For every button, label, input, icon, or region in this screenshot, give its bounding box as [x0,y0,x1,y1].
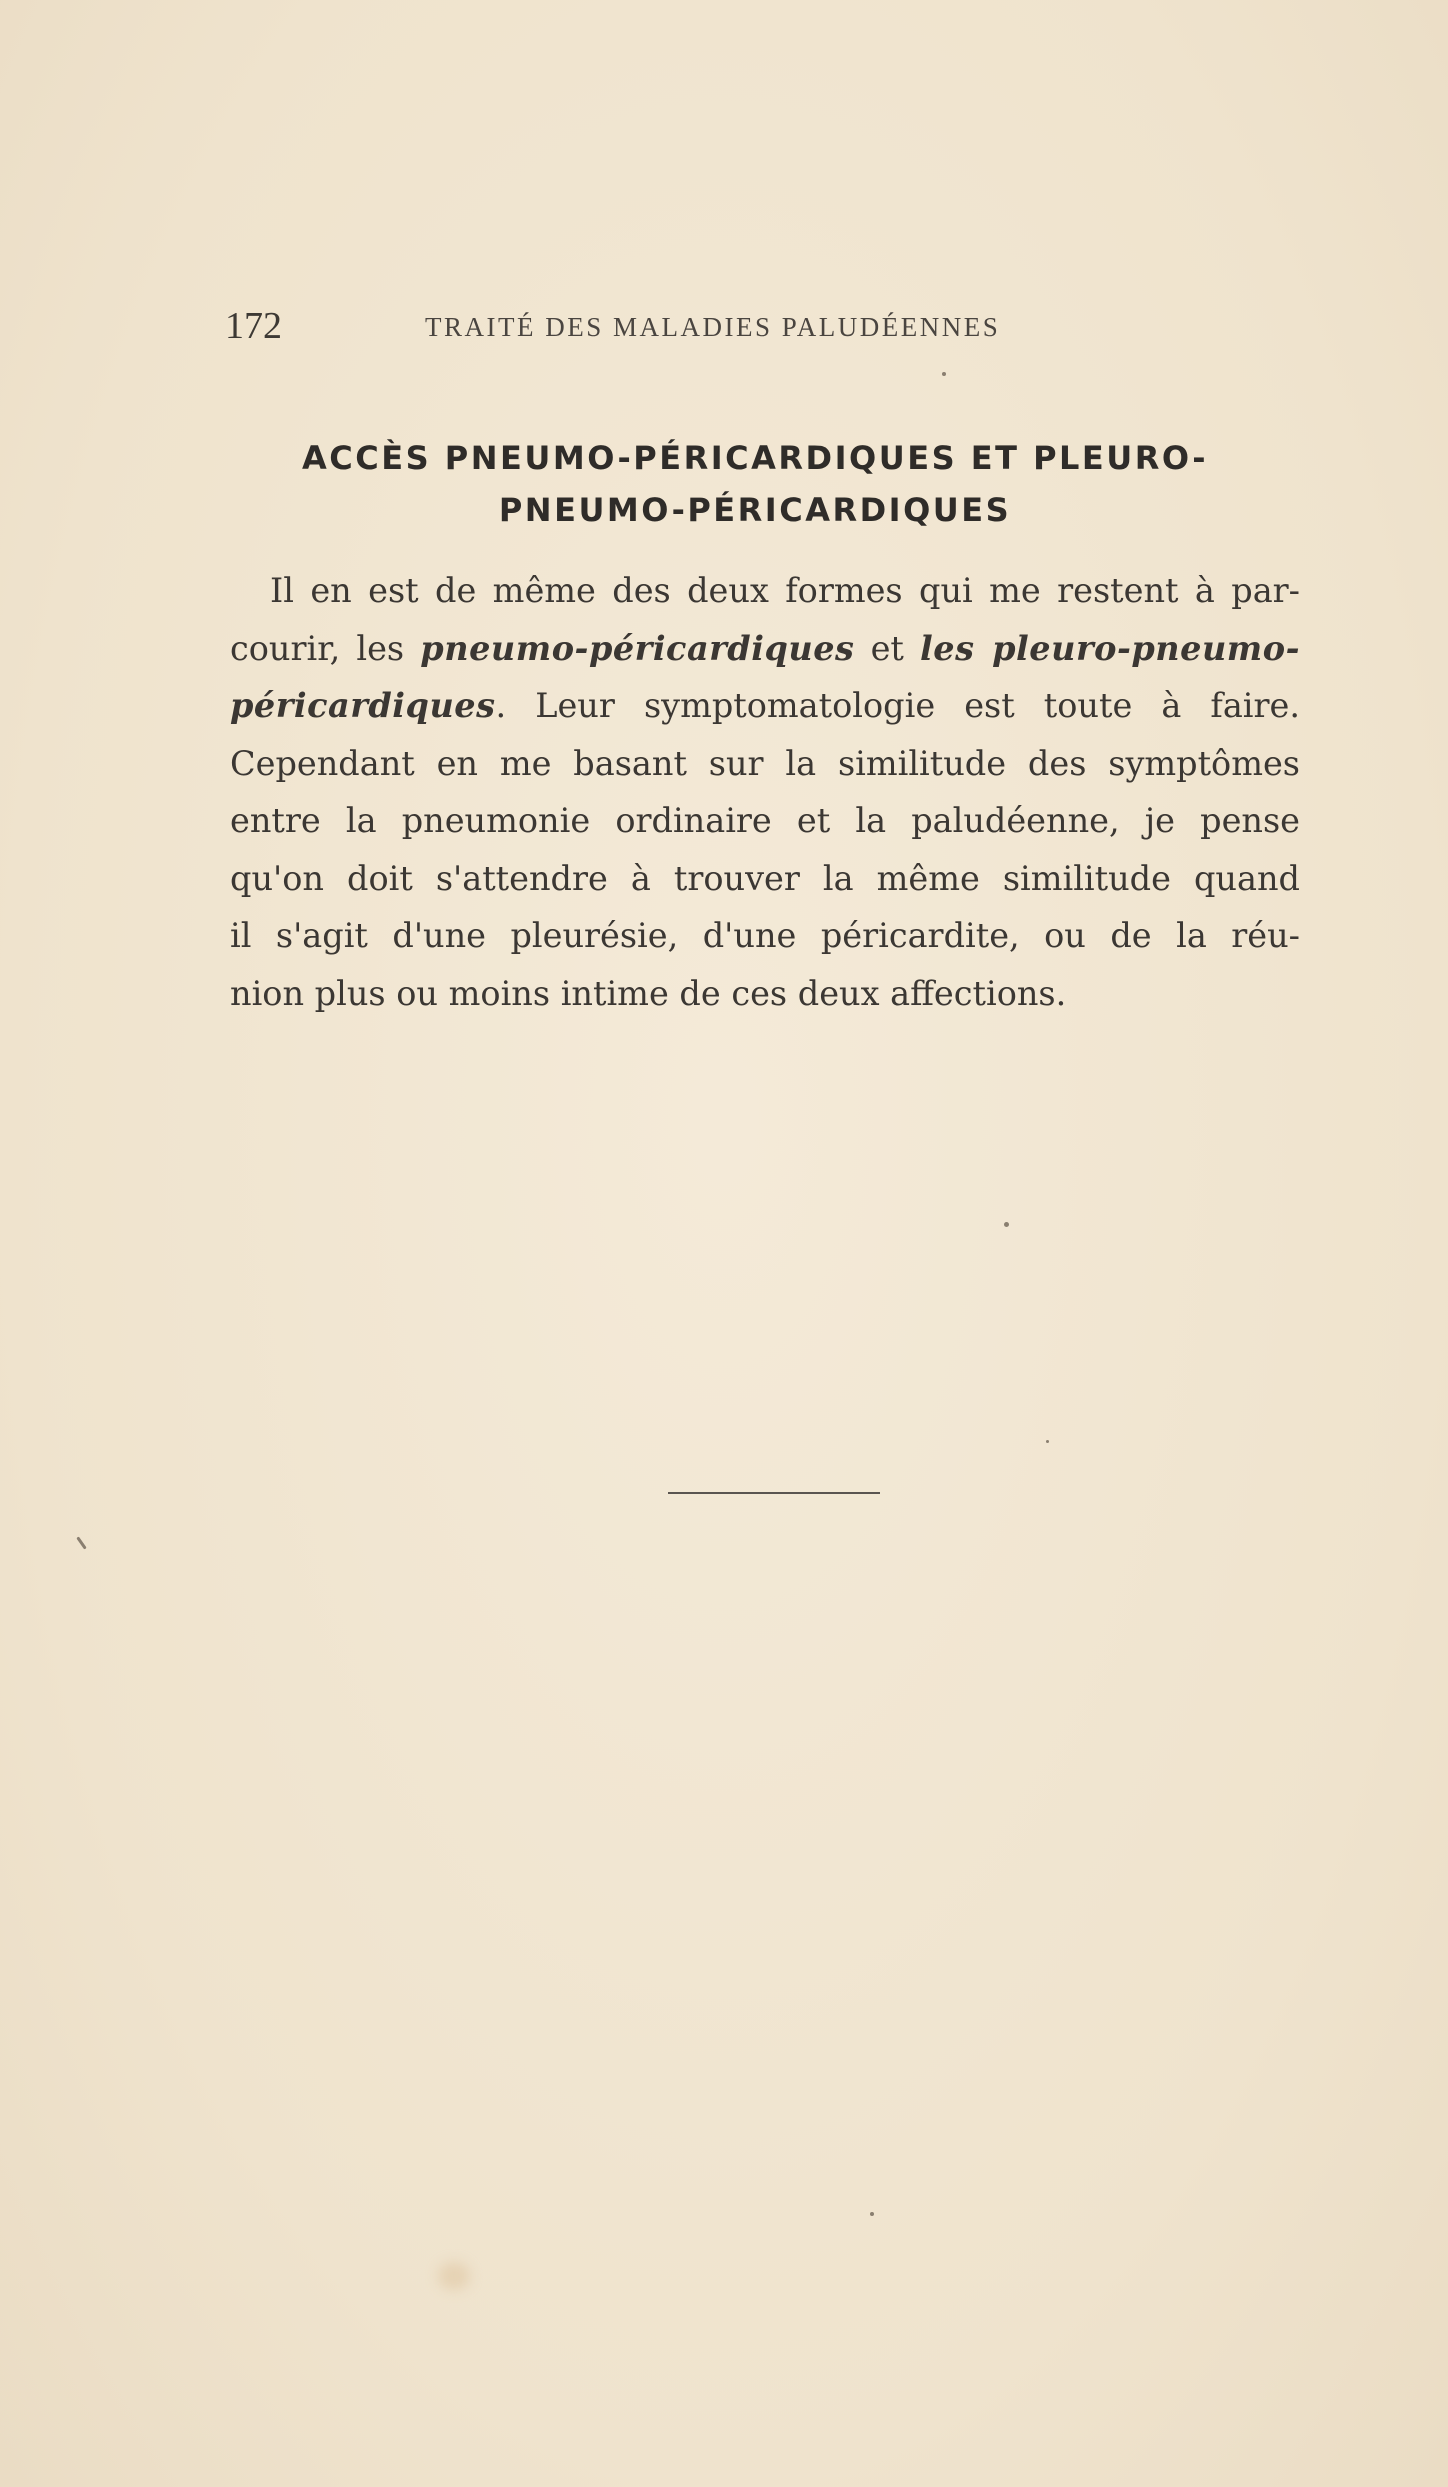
paragraph-text: et [854,628,921,668]
paragraph-line-5: entre la pneumonie ordinaire et la paludéenne, je pense [230,801,1300,840]
running-title: TRAITÉ DES MALADIES PALUDÉENNES [425,312,1001,342]
paragraph-text: . Leur symptomatologie est toute à faire. [495,686,1300,725]
paper-speck [76,1536,86,1549]
running-head [225,300,1305,350]
italic-term-pericardiques: péricardiques [230,686,496,725]
italic-term-pleuro-pneumo: les pleuro-pneumo- [920,628,1300,668]
paragraph-line-4: Cependant en me basant sur la similitude des symptômes [230,743,1300,783]
paragraph-text: courir, les [230,628,421,668]
italic-term-pneumo-pericardiques: pneumo-péricardiques [420,628,855,668]
paper-speck [942,372,946,376]
paper-speck [1004,1222,1009,1227]
end-rule-divider [668,1492,880,1494]
body-paragraph [230,562,1300,1022]
section-heading-line-1: ACCÈS PNEUMO-PÉRICARDIQUES ET PLEURO- [302,439,1208,477]
section-heading-line-2: PNEUMO-PÉRICARDIQUES [498,491,1012,529]
page-number: 172 [225,305,282,347]
paragraph-line-8: nion plus ou moins intime de ces deux affections. [230,973,1067,1013]
paragraph-line-7: il s'agit d'une pleurésie, d'une péricardite, ou de la réu- [230,916,1300,955]
paragraph-line-1: Il en est de même des deux formes qui me restent à par- [270,571,1300,610]
paragraph-line-6: qu'on doit s'attendre à trouver la même similitude quand [230,858,1300,898]
paper-speck [1046,1440,1049,1443]
paragraph-line-2 [230,620,1300,678]
section-heading [230,432,1280,536]
paper-stain [438,2262,470,2290]
paper-speck [870,2212,874,2216]
paragraph-line-3 [230,677,1300,735]
